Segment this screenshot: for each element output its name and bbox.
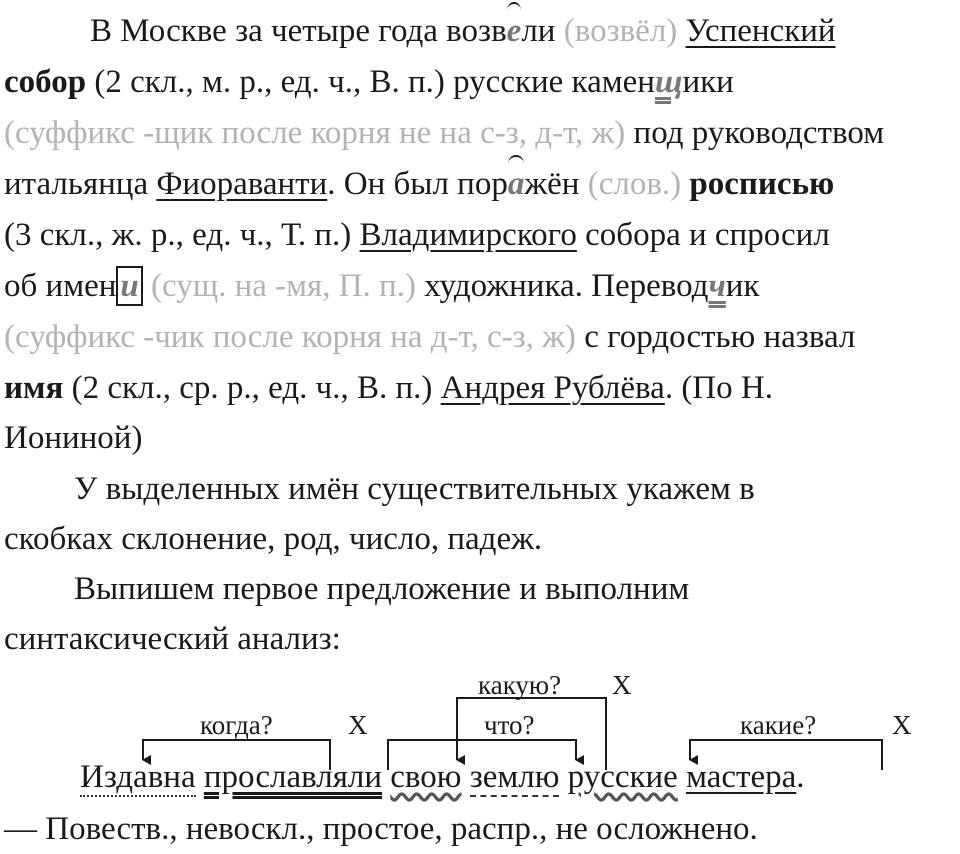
text-line-12: Выпишем первое предложение и выполним [74, 571, 690, 607]
word-object: землю [469, 759, 560, 795]
text-line-8: имя (2 скл., ср. р., ед. ч., В. п.) Андрея Рублёва. (По Н. [4, 370, 773, 406]
word-adverbial: Издавна [80, 759, 196, 795]
text-line-7: (суффикс -чик после корня на д-т, с-з, ж) с гордостью назвал [4, 319, 856, 355]
conclusion-line: — Повеств., невоскл., простое, распр., не осложнено. [4, 811, 758, 847]
note: (суффикс -щик после корня не на с-з, д-т, ж) [4, 115, 626, 151]
bold-word: имя [4, 370, 64, 406]
highlight-letter: ч [708, 268, 726, 304]
boxed-letter: и [116, 266, 142, 306]
question-kogda: когда? [200, 710, 273, 740]
underlined-word: Успенский [685, 13, 836, 49]
mark-x3: X [892, 710, 912, 740]
text-line-5: (3 скл., ж. р., ед. ч., Т. п.) Владимирского собора и спросил [4, 217, 830, 253]
text-line-9: Иониной) [4, 420, 143, 456]
question-kakuyu: какую? [478, 670, 562, 700]
text-line-11: скобках склонение, род, число, падеж. [4, 521, 543, 557]
text-line-2: собор (2 скл., м. р., ед. ч., В. п.) русские каменщики [4, 64, 734, 100]
highlight-letter: щ [654, 64, 683, 100]
mark-x1: X [348, 710, 368, 740]
parsed-sentence: Издавна прославляли свою землю русские мастера. [80, 759, 805, 795]
text-line-10: У выделенных имён существительных укажем в [74, 471, 755, 507]
highlight-letter: а [508, 159, 525, 209]
text-line-6: об имен и (сущ. на -мя, П. п.) художника. Переводчик [4, 268, 760, 304]
bold-word: росписью [689, 166, 835, 202]
underlined-word: Андрея Рублёва [440, 370, 665, 406]
bold-word: собор [4, 64, 87, 100]
word-subject: мастера [686, 759, 797, 795]
highlight-letter: е [507, 6, 522, 56]
mark-x2: X [612, 670, 632, 700]
question-kakie: какие? [740, 710, 817, 740]
word-predicate: прославляли [203, 759, 383, 795]
underlined-word: Владимирского [359, 217, 577, 253]
note: (сущ. на -мя, П. п.) [151, 268, 416, 304]
question-chto: что? [484, 710, 535, 740]
text-line-4: итальянца Фиораванти. Он был поражён (слов.) росписью [4, 159, 952, 209]
note: (суффикс -чик после корня на д-т, с-з, ж) [4, 319, 576, 355]
note: (слов.) [587, 166, 682, 202]
word-attribute: свою [390, 759, 462, 795]
text-line-13: синтаксический анализ: [4, 621, 341, 657]
underlined-word: Фиораванти [156, 166, 328, 202]
text-line-3: (суффикс -щик после корня не на с-з, д-т, ж) под руководством [4, 115, 885, 151]
note: (возвёл) [563, 13, 678, 49]
word-attribute: русские [567, 759, 678, 795]
text-line-1: В Москве за четыре года возвели (возвёл) Успенский [4, 6, 952, 56]
